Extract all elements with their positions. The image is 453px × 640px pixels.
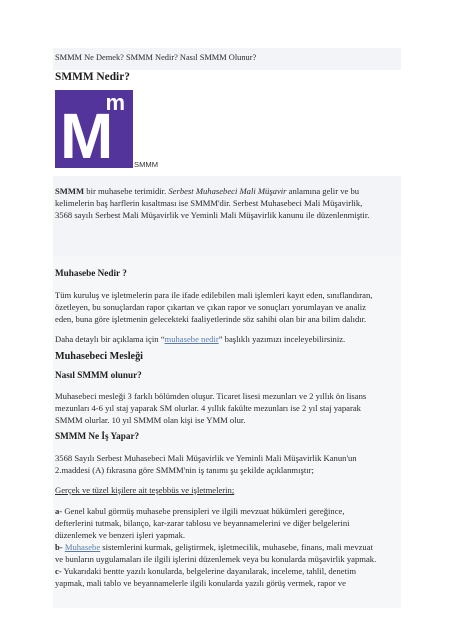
item-a-text-1: Genel kabul görmüş muhasebe prensipleri ve ilgili mevzuat hükümleri gereğince, [62, 506, 345, 516]
logo-letter-small: m [105, 90, 125, 115]
intro-text-2: anlamına gelir ve bu [286, 186, 360, 196]
intro-definition: Serbest Muhasebeci Mali Müşavir [168, 186, 287, 196]
nasil-line-2: mezunları 4-6 yıl staj yaparak SM olurlar. 4 yıllık fakülte mezunları ise 2 yıl staj yaparak [55, 403, 361, 413]
muhasebe-link[interactable]: Muhasebe [64, 542, 101, 552]
item-a-line-1 [55, 505, 345, 517]
muhasebe-line-1: Tüm kuruluş ve işletmelerin para ile ifade edilebilen mali işlemleri kayıt eden, sınıflandıran, [55, 290, 373, 300]
logo-letter-big: M [60, 100, 112, 172]
muhasebe-nedir-link[interactable]: muhasebe nedir [164, 334, 219, 344]
heading-smmm-nedir: SMMM Nedir? [55, 71, 130, 83]
nasil-line-3: SMMM olurlar. 10 yıl SMMM olan kişi ise YMM olur. [55, 415, 246, 425]
muhasebe-line-3: eden, buna göre işletmenin gelecekteki faaliyetlerinde söz sahibi olan bir ana bilim dalıdır. [55, 314, 367, 324]
heading-muhasebe-nedir: Muhasebe Nedir ? [55, 268, 127, 278]
nasil-line-1: Muhasebeci mesleği 3 farklı bölümden oluşur. Ticaret lisesi mezunları ve 2 yıllık ön lisans [55, 391, 367, 401]
gercek-tuzel-line: Gerçek ve tüzel kişilere ait teşebbüs ve işletmelerin; [55, 485, 235, 495]
item-c-line-1 [55, 565, 356, 577]
item-c-text-1: Yukarıdaki bentte yazılı konularda, belgelerine dayanılarak, inceleme, tahlil, denetim [61, 566, 357, 576]
item-a-label: a- [55, 506, 63, 516]
logo-caption: SMMM [134, 160, 159, 169]
heading-nasil-smmm: Nasıl SMMM olunur? [55, 370, 142, 380]
item-b-line-1 [55, 541, 373, 553]
intro-line-2: kelimelerin baş harflerin kısaltması ise SMMM'dir. Serbest Muhasebeci Mali Müşavirlik, [55, 198, 363, 208]
top-line: SMMM Ne Demek? SMMM Nedir? Nasıl SMMM Olunur? [55, 53, 257, 62]
item-c-label: c- [55, 566, 62, 576]
intro-text-1: bir muhasebe terimidir. [84, 186, 169, 196]
detay-text-2: ” başlıklı yazımızı inceleyebilirsiniz. [218, 334, 346, 344]
isyapar-line-2: 2.maddesi (A) fıkrasına göre SMMM'nin iş tanımı şu şekilde açıklanmıştır; [55, 465, 314, 475]
heading-muhasebeci-meslegi: Muhasebeci Mesleği [55, 351, 143, 362]
heading-smmm-ne-is-yapar: SMMM Ne İş Yapar? [55, 431, 140, 441]
item-b-line-2: ve bunların uygulamaları ile ilgili işlerini düzenlemek veya bu konularda müşavirlik yapmak. [55, 554, 377, 564]
smmm-logo [55, 90, 133, 172]
item-b-label: b- [55, 542, 63, 552]
isyapar-line-1: 3568 Sayılı Serbest Muhasebeci Mali Müşavirlik ve Yeminli Mali Müşavirlik Kanun'un [55, 453, 357, 463]
detay-text-1: Daha detaylı bir açıklama için “ [55, 334, 165, 344]
item-a-line-3: düzenlemek ve benzeri işleri yapmak. [55, 530, 186, 540]
intro-term: SMMM [55, 186, 85, 196]
detay-line [55, 333, 345, 345]
intro-line-3: 3568 sayılı Serbest Mali Müşavirlik ve Yeminli Mali Müşavirlik kanunu ile düzenlenmiştir. [55, 210, 370, 220]
item-a-line-2: defterlerini tutmak, bilanço, kar-zarar tablosu ve beyannamelerini ve diğer belgelerini [55, 518, 350, 528]
intro-line-1 [55, 185, 359, 197]
item-b-text-1: sistemlerini kurmak, geliştirmek, işletmecilik, muhasebe, finans, mali mevzuat [100, 542, 373, 552]
muhasebe-line-2: özetleyen, bu sonuçlardan rapor çıkartan ve çıkan rapor ve sonuçları yorumlayan ve analiz [55, 302, 366, 312]
item-c-line-2: yapmak, mali tablo ve beyannamelerle ilgili konularda yazılı görüş vermek, rapor ve [55, 578, 346, 588]
